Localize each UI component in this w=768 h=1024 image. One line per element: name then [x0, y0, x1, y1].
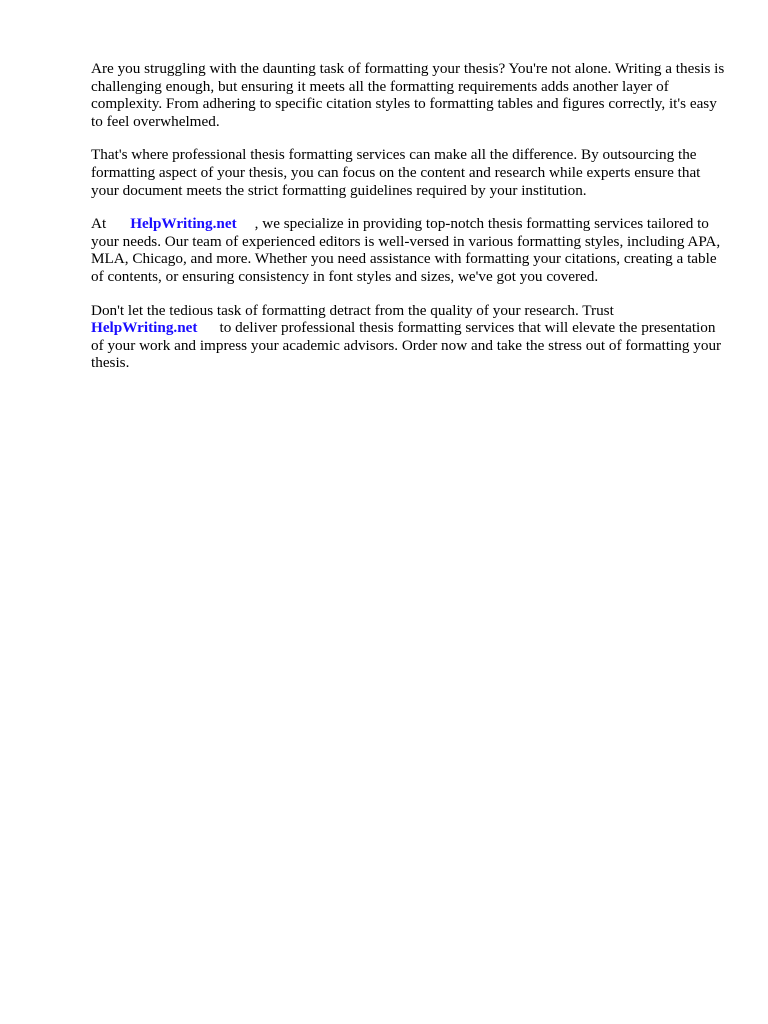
paragraph-helpwriting	[91, 215, 731, 285]
paragraph-services: That's where professional thesis formatting services can make all the difference. By outsourcing the formatting aspect of your thesis, you can focus on the content and research while experts ensure that your document meets the strict formatting guidelines required by your institution.	[91, 146, 701, 199]
paragraph-helpwriting-body: , we specialize in providing top-notch thesis formatting services tailored to your needs. Our team of experienced editors is well-versed in various formatting styles, including APA, MLA, Chicago, and more. Whether you need assistance with formatting your citations, creating a table of contents, or ensuring consistency in font styles and sizes, we've got you covered.	[91, 215, 721, 285]
helpwriting-link[interactable]: HelpWriting.net	[130, 215, 237, 233]
paragraph-intro: Are you struggling with the daunting task of formatting your thesis? You're not alone. Writing a thesis is challenging enough, but ensuring it meets all the formatting requirements adds another layer of complexity. From adhering to specific citation styles to formatting tables and figures correctly, it's easy to feel overwhelmed.	[91, 60, 725, 130]
paragraph-closing-lead: Don't let the tedious task of formatting detract from the quality of your research. Trust	[91, 301, 614, 319]
paragraph-closing	[91, 302, 731, 372]
paragraph-helpwriting-lead: At	[91, 215, 107, 233]
helpwriting-link-2[interactable]: HelpWriting.net	[91, 319, 198, 337]
document-page	[91, 60, 731, 388]
paragraph-closing-body: to deliver professional thesis formatting services that will elevate the presentation of your work and impress your academic advisors. Order now and take the stress out of formatting your thesis.	[91, 319, 722, 372]
